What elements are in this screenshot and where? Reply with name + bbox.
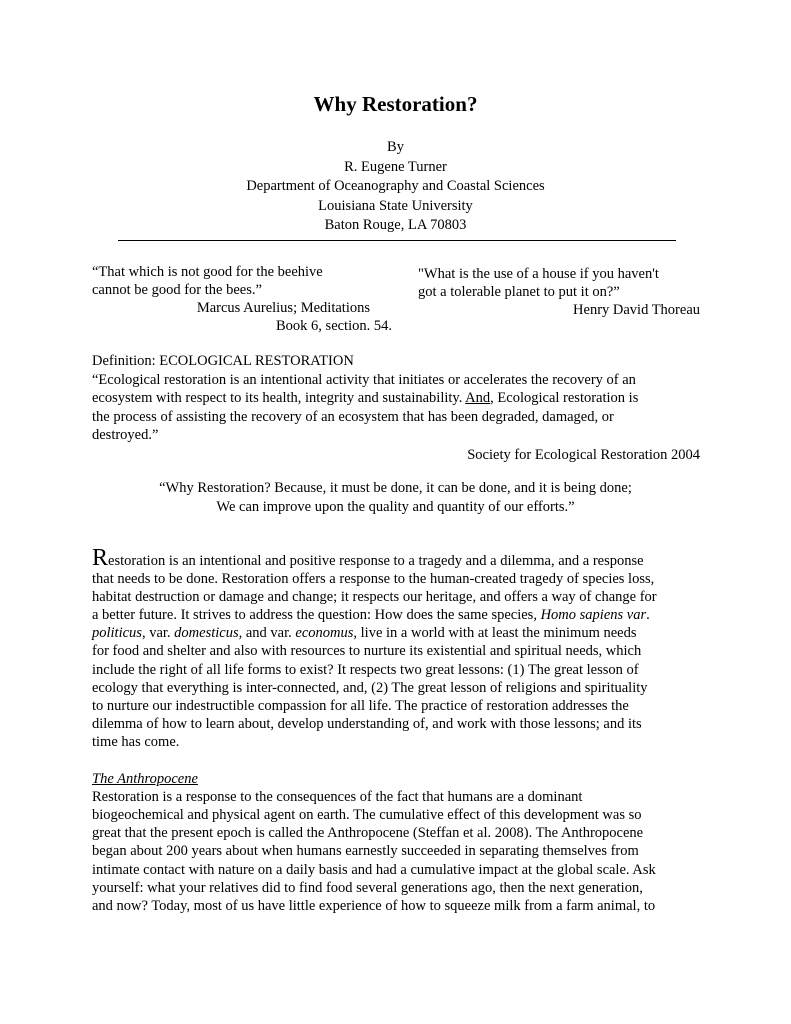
intro-line: habitat destruction or damage and change; it respects our heritage, and offers a way of change for xyxy=(92,589,657,606)
section-line: great that the present epoch is called the Anthropocene (Steffan et al. 2008). The Anthropocene xyxy=(92,825,644,842)
intro-text: , var. xyxy=(141,625,175,642)
section-line: intimate contact with nature on a daily basis and had a cumulative impact at the global scale. Ask xyxy=(92,861,656,878)
page-title: Why Restoration? xyxy=(313,92,478,116)
intro-text: estoration is an intentional and positive response to a tragedy and a dilemma, and a response xyxy=(108,553,644,569)
intro-line: time has come. xyxy=(92,733,180,750)
byline-by: By xyxy=(387,139,404,155)
section-line: Restoration is a response to the consequences of the fact that humans are a dominant xyxy=(92,789,583,806)
intro-line: ecology that everything is inter-connected, and, (2) The great lesson of religions and spirituality xyxy=(92,679,648,696)
definition-line: “Ecological restoration is an intentional activity that initiates or accelerates the recovery of an xyxy=(92,371,636,388)
section-line: biogeochemical and physical agent on earth. The cumulative effect of this development was so xyxy=(92,807,642,824)
section-heading: The Anthropocene xyxy=(92,771,198,788)
why-restoration-quote xyxy=(0,479,791,517)
intro-line: include the right of all life forms to exist? It respects two great lessons: (1) The great lesson of xyxy=(92,661,639,678)
quote-left-attribution: Marcus Aurelius; Meditations xyxy=(196,300,370,316)
definition-heading: Definition: ECOLOGICAL RESTORATION xyxy=(92,353,354,369)
definition-text: ecosystem with respect to its health, integrity and sustainability. xyxy=(92,390,466,406)
intro-line: dilemma of how to learn about, develop understanding of, and work with those lessons; and its xyxy=(92,715,642,732)
section-line: and now? Today, most of us have little experience of how to squeeze milk from a farm animal, to xyxy=(92,897,656,914)
intro-line: to nurture our indestructible compassion for all life. The practice of restoration addresses the xyxy=(92,697,629,714)
definition-source: Society for Ecological Restoration 2004 xyxy=(467,446,700,463)
author-university: Louisiana State University xyxy=(318,197,473,214)
intro-text: . xyxy=(646,607,650,624)
definition-line xyxy=(92,389,700,408)
intro-line: that needs to be done. Restoration offers a response to the human-created tragedy of species loss, xyxy=(92,571,655,588)
byline xyxy=(0,138,791,236)
definition-line: destroyed.” xyxy=(92,427,159,443)
species-name: Homo sapiens var xyxy=(540,607,647,624)
quote-right xyxy=(418,265,700,319)
author-address: Baton Rouge, LA 70803 xyxy=(324,217,467,233)
intro-text: , live in a world with at least the minimum needs xyxy=(353,625,637,642)
intro-line xyxy=(92,545,704,571)
quote-left-attribution: Book 6, section. 54. xyxy=(276,318,392,334)
quote-left xyxy=(92,263,392,335)
quote-right-attribution: Henry David Thoreau xyxy=(573,302,700,318)
definition-block xyxy=(92,352,700,464)
quote-left-line: cannot be good for the bees.” xyxy=(92,282,262,298)
variety-name: economus xyxy=(295,625,354,642)
intro-line xyxy=(92,624,704,642)
quote-right-line: "What is the use of a house if you haven't xyxy=(418,266,659,282)
author-department: Department of Oceanography and Coastal Sciences xyxy=(246,178,545,194)
definition-line: the process of assisting the recovery of an ecosystem that has been degraded, damaged, or xyxy=(92,408,614,425)
intro-text: a better future. It strives to address the question: How does the same species, xyxy=(92,607,541,624)
definition-text: , Ecological restoration is xyxy=(490,390,639,406)
intro-line: for food and shelter and also with resources to nurture its existential and spiritual needs, which xyxy=(92,643,642,660)
header-divider xyxy=(118,240,676,241)
body-text xyxy=(92,545,704,915)
intro-line xyxy=(92,606,704,624)
intro-text: and var. xyxy=(242,625,296,642)
why-quote-line: We can improve upon the quality and quantity of our efforts.” xyxy=(216,499,575,515)
variety-name: politicus xyxy=(92,625,142,642)
definition-underlined-and: And xyxy=(465,390,491,406)
section-line: yourself: what your relatives did to find food several generations ago, then the next generation, xyxy=(92,879,643,896)
why-quote-line: “Why Restoration? Because, it must be done, it can be done, and it is being done; xyxy=(159,480,632,496)
section-line: began about 200 years about when humans earnestly succeeded in separating themselves from xyxy=(92,843,639,860)
variety-name: domesticus, xyxy=(174,625,243,642)
quote-left-line: “That which is not good for the beehive xyxy=(92,264,323,280)
drop-cap: R xyxy=(92,545,109,571)
quote-right-line: got a tolerable planet to put it on?” xyxy=(418,284,620,300)
author-name: R. Eugene Turner xyxy=(344,158,447,175)
